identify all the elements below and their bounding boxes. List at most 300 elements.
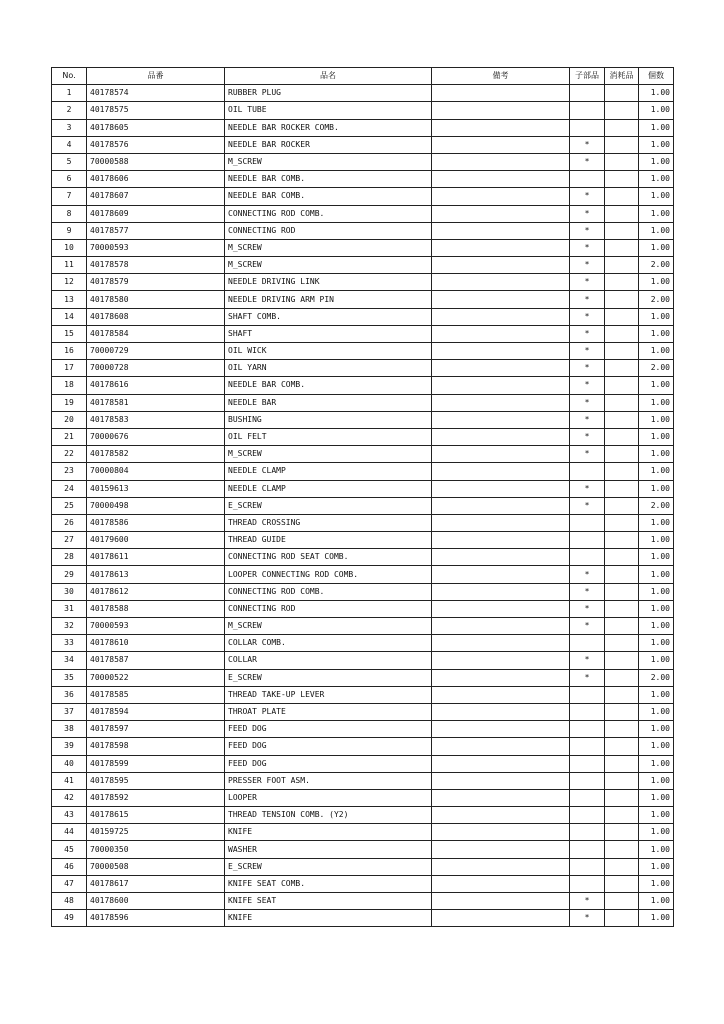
cell-sub-part: *: [570, 497, 605, 514]
cell-no: 38: [52, 721, 87, 738]
table-row: [52, 85, 674, 102]
cell-part-number: 70000729: [87, 343, 225, 360]
cell-remarks: [432, 497, 570, 514]
cell-no: 49: [52, 910, 87, 927]
cell-consumable: [605, 343, 639, 360]
cell-remarks: [432, 394, 570, 411]
cell-no: 39: [52, 738, 87, 755]
parts-table: [51, 67, 674, 927]
table-row: [52, 205, 674, 222]
cell-part-name: WASHER: [225, 841, 432, 858]
table-row: [52, 738, 674, 755]
cell-sub-part: *: [570, 308, 605, 325]
table-row: [52, 325, 674, 342]
cell-part-number: 40178612: [87, 583, 225, 600]
cell-remarks: [432, 291, 570, 308]
cell-no: 12: [52, 274, 87, 291]
cell-quantity: 1.00: [639, 549, 674, 566]
cell-sub-part: [570, 841, 605, 858]
cell-remarks: [432, 446, 570, 463]
cell-part-number: 70000728: [87, 360, 225, 377]
cell-sub-part: *: [570, 343, 605, 360]
cell-part-number: 40178611: [87, 549, 225, 566]
cell-part-number: 70000498: [87, 497, 225, 514]
cell-part-number: 40178585: [87, 686, 225, 703]
header-consumable: 消耗品: [605, 68, 639, 85]
cell-part-number: 40178596: [87, 910, 225, 927]
cell-sub-part: [570, 686, 605, 703]
cell-quantity: 1.00: [639, 824, 674, 841]
cell-consumable: [605, 755, 639, 772]
cell-quantity: 1.00: [639, 841, 674, 858]
cell-quantity: 1.00: [639, 532, 674, 549]
cell-part-name: SHAFT: [225, 325, 432, 342]
cell-consumable: [605, 772, 639, 789]
cell-part-number: 40159725: [87, 824, 225, 841]
cell-remarks: [432, 411, 570, 428]
cell-no: 48: [52, 893, 87, 910]
table-row: [52, 669, 674, 686]
cell-part-number: 70000593: [87, 239, 225, 256]
cell-remarks: [432, 703, 570, 720]
cell-no: 8: [52, 205, 87, 222]
cell-remarks: [432, 566, 570, 583]
table-row: [52, 497, 674, 514]
cell-consumable: [605, 136, 639, 153]
cell-part-number: 40178592: [87, 789, 225, 806]
cell-part-number: 70000508: [87, 858, 225, 875]
cell-quantity: 1.00: [639, 618, 674, 635]
cell-part-name: NEEDLE BAR: [225, 394, 432, 411]
header-remarks: 備考: [432, 68, 570, 85]
cell-part-name: THROAT PLATE: [225, 703, 432, 720]
cell-quantity: 1.00: [639, 686, 674, 703]
cell-sub-part: [570, 738, 605, 755]
cell-part-number: 40178576: [87, 136, 225, 153]
cell-sub-part: *: [570, 394, 605, 411]
cell-part-number: 40178616: [87, 377, 225, 394]
cell-part-number: 40178597: [87, 721, 225, 738]
cell-remarks: [432, 360, 570, 377]
table-row: [52, 222, 674, 239]
cell-sub-part: *: [570, 360, 605, 377]
table-row: [52, 858, 674, 875]
cell-consumable: [605, 153, 639, 170]
table-row: [52, 480, 674, 497]
cell-part-name: THREAD TENSION COMB. (Y2): [225, 807, 432, 824]
cell-part-name: THREAD GUIDE: [225, 532, 432, 549]
cell-part-number: 70000593: [87, 618, 225, 635]
cell-consumable: [605, 686, 639, 703]
table-row: [52, 532, 674, 549]
cell-quantity: 2.00: [639, 360, 674, 377]
table-row: [52, 824, 674, 841]
cell-no: 24: [52, 480, 87, 497]
cell-quantity: 1.00: [639, 428, 674, 445]
cell-part-number: 40178607: [87, 188, 225, 205]
cell-quantity: 1.00: [639, 411, 674, 428]
cell-quantity: 1.00: [639, 789, 674, 806]
cell-part-number: 40178581: [87, 394, 225, 411]
cell-part-name: CONNECTING ROD COMB.: [225, 583, 432, 600]
cell-sub-part: *: [570, 239, 605, 256]
cell-part-name: NEEDLE DRIVING LINK: [225, 274, 432, 291]
cell-quantity: 1.00: [639, 738, 674, 755]
cell-sub-part: [570, 875, 605, 892]
cell-part-number: 70000676: [87, 428, 225, 445]
table-row: [52, 910, 674, 927]
cell-part-name: M_SCREW: [225, 618, 432, 635]
cell-part-number: 40178588: [87, 600, 225, 617]
cell-quantity: 2.00: [639, 291, 674, 308]
cell-part-number: 40178587: [87, 652, 225, 669]
cell-remarks: [432, 600, 570, 617]
cell-consumable: [605, 910, 639, 927]
cell-part-name: M_SCREW: [225, 257, 432, 274]
cell-consumable: [605, 102, 639, 119]
cell-sub-part: *: [570, 652, 605, 669]
cell-part-name: CONNECTING ROD: [225, 600, 432, 617]
cell-consumable: [605, 85, 639, 102]
table-row: [52, 703, 674, 720]
cell-quantity: 1.00: [639, 807, 674, 824]
cell-part-name: THREAD TAKE-UP LEVER: [225, 686, 432, 703]
cell-part-name: PRESSER FOOT ASM.: [225, 772, 432, 789]
cell-consumable: [605, 532, 639, 549]
cell-consumable: [605, 807, 639, 824]
cell-consumable: [605, 411, 639, 428]
cell-consumable: [605, 549, 639, 566]
cell-remarks: [432, 618, 570, 635]
cell-quantity: 1.00: [639, 85, 674, 102]
cell-part-number: 40178609: [87, 205, 225, 222]
cell-no: 34: [52, 652, 87, 669]
table-row: [52, 411, 674, 428]
cell-part-name: COLLAR: [225, 652, 432, 669]
cell-sub-part: *: [570, 222, 605, 239]
cell-sub-part: *: [570, 446, 605, 463]
cell-no: 6: [52, 171, 87, 188]
cell-no: 15: [52, 325, 87, 342]
cell-remarks: [432, 136, 570, 153]
cell-sub-part: [570, 85, 605, 102]
cell-remarks: [432, 875, 570, 892]
cell-no: 7: [52, 188, 87, 205]
cell-no: 29: [52, 566, 87, 583]
table-row: [52, 652, 674, 669]
cell-no: 33: [52, 635, 87, 652]
table-row: [52, 618, 674, 635]
cell-consumable: [605, 446, 639, 463]
cell-part-number: 40178594: [87, 703, 225, 720]
cell-no: 1: [52, 85, 87, 102]
header-sub-part: 子部品: [570, 68, 605, 85]
cell-quantity: 1.00: [639, 480, 674, 497]
cell-quantity: 1.00: [639, 274, 674, 291]
cell-part-number: 40178599: [87, 755, 225, 772]
cell-no: 3: [52, 119, 87, 136]
cell-quantity: 1.00: [639, 635, 674, 652]
cell-no: 20: [52, 411, 87, 428]
table-header-row: [52, 68, 674, 85]
cell-sub-part: [570, 772, 605, 789]
table-row: [52, 755, 674, 772]
cell-remarks: [432, 257, 570, 274]
cell-consumable: [605, 738, 639, 755]
cell-remarks: [432, 463, 570, 480]
cell-no: 4: [52, 136, 87, 153]
cell-quantity: 1.00: [639, 446, 674, 463]
cell-quantity: 1.00: [639, 171, 674, 188]
cell-part-number: 40178608: [87, 308, 225, 325]
cell-part-name: CONNECTING ROD: [225, 222, 432, 239]
cell-sub-part: *: [570, 205, 605, 222]
table-row: [52, 257, 674, 274]
cell-no: 42: [52, 789, 87, 806]
cell-no: 45: [52, 841, 87, 858]
cell-quantity: 1.00: [639, 119, 674, 136]
cell-sub-part: [570, 463, 605, 480]
cell-sub-part: *: [570, 325, 605, 342]
cell-remarks: [432, 652, 570, 669]
table-row: [52, 102, 674, 119]
table-row: [52, 807, 674, 824]
cell-quantity: 2.00: [639, 669, 674, 686]
cell-part-name: SHAFT COMB.: [225, 308, 432, 325]
cell-remarks: [432, 119, 570, 136]
cell-remarks: [432, 824, 570, 841]
cell-remarks: [432, 532, 570, 549]
table-row: [52, 514, 674, 531]
cell-consumable: [605, 188, 639, 205]
cell-consumable: [605, 824, 639, 841]
cell-quantity: 1.00: [639, 566, 674, 583]
table-row: [52, 239, 674, 256]
cell-remarks: [432, 325, 570, 342]
cell-no: 18: [52, 377, 87, 394]
cell-no: 17: [52, 360, 87, 377]
cell-no: 22: [52, 446, 87, 463]
table-row: [52, 274, 674, 291]
cell-quantity: 1.00: [639, 463, 674, 480]
table-row: [52, 566, 674, 583]
cell-remarks: [432, 841, 570, 858]
cell-quantity: 1.00: [639, 102, 674, 119]
cell-no: 28: [52, 549, 87, 566]
table-row: [52, 171, 674, 188]
table-row: [52, 583, 674, 600]
cell-part-number: 40178600: [87, 893, 225, 910]
cell-no: 19: [52, 394, 87, 411]
table-row: [52, 188, 674, 205]
cell-sub-part: [570, 514, 605, 531]
cell-quantity: 1.00: [639, 308, 674, 325]
cell-part-name: NEEDLE CLAMP: [225, 480, 432, 497]
cell-part-name: M_SCREW: [225, 239, 432, 256]
cell-sub-part: [570, 703, 605, 720]
cell-quantity: 2.00: [639, 497, 674, 514]
cell-consumable: [605, 703, 639, 720]
cell-remarks: [432, 102, 570, 119]
cell-remarks: [432, 171, 570, 188]
cell-remarks: [432, 308, 570, 325]
cell-remarks: [432, 153, 570, 170]
cell-no: 16: [52, 343, 87, 360]
cell-consumable: [605, 394, 639, 411]
cell-sub-part: *: [570, 136, 605, 153]
table-row: [52, 721, 674, 738]
cell-consumable: [605, 325, 639, 342]
cell-remarks: [432, 205, 570, 222]
cell-part-number: 40178598: [87, 738, 225, 755]
cell-quantity: 1.00: [639, 875, 674, 892]
cell-part-name: THREAD CROSSING: [225, 514, 432, 531]
table-row: [52, 600, 674, 617]
cell-no: 23: [52, 463, 87, 480]
header-part-name: 品名: [225, 68, 432, 85]
cell-part-number: 40178577: [87, 222, 225, 239]
cell-sub-part: [570, 635, 605, 652]
cell-consumable: [605, 480, 639, 497]
cell-part-name: NEEDLE BAR ROCKER: [225, 136, 432, 153]
cell-part-name: OIL TUBE: [225, 102, 432, 119]
table-row: [52, 772, 674, 789]
cell-quantity: 1.00: [639, 205, 674, 222]
table-row: [52, 119, 674, 136]
cell-part-name: NEEDLE BAR COMB.: [225, 377, 432, 394]
cell-sub-part: *: [570, 910, 605, 927]
cell-part-number: 70000350: [87, 841, 225, 858]
cell-part-number: 40178595: [87, 772, 225, 789]
cell-quantity: 1.00: [639, 703, 674, 720]
cell-sub-part: [570, 102, 605, 119]
cell-no: 5: [52, 153, 87, 170]
cell-consumable: [605, 308, 639, 325]
cell-no: 41: [52, 772, 87, 789]
cell-part-number: 40178583: [87, 411, 225, 428]
table-row: [52, 377, 674, 394]
cell-no: 26: [52, 514, 87, 531]
cell-sub-part: *: [570, 257, 605, 274]
cell-no: 35: [52, 669, 87, 686]
cell-sub-part: [570, 119, 605, 136]
cell-remarks: [432, 549, 570, 566]
cell-sub-part: *: [570, 583, 605, 600]
cell-part-name: NEEDLE BAR COMB.: [225, 188, 432, 205]
cell-remarks: [432, 858, 570, 875]
cell-sub-part: *: [570, 618, 605, 635]
cell-consumable: [605, 497, 639, 514]
cell-sub-part: *: [570, 377, 605, 394]
cell-part-number: 40178582: [87, 446, 225, 463]
cell-consumable: [605, 618, 639, 635]
cell-sub-part: [570, 171, 605, 188]
table-row: [52, 789, 674, 806]
cell-consumable: [605, 291, 639, 308]
cell-no: 43: [52, 807, 87, 824]
cell-consumable: [605, 514, 639, 531]
cell-quantity: 1.00: [639, 394, 674, 411]
cell-remarks: [432, 893, 570, 910]
cell-quantity: 1.00: [639, 514, 674, 531]
cell-quantity: 1.00: [639, 755, 674, 772]
cell-part-number: 40178606: [87, 171, 225, 188]
cell-part-name: NEEDLE BAR ROCKER COMB.: [225, 119, 432, 136]
cell-part-name: KNIFE: [225, 910, 432, 927]
cell-quantity: 1.00: [639, 325, 674, 342]
cell-quantity: 1.00: [639, 910, 674, 927]
cell-no: 21: [52, 428, 87, 445]
cell-quantity: 2.00: [639, 257, 674, 274]
cell-consumable: [605, 721, 639, 738]
cell-remarks: [432, 721, 570, 738]
cell-no: 40: [52, 755, 87, 772]
cell-sub-part: [570, 807, 605, 824]
cell-consumable: [605, 205, 639, 222]
cell-consumable: [605, 875, 639, 892]
cell-remarks: [432, 274, 570, 291]
cell-remarks: [432, 188, 570, 205]
cell-part-name: E_SCREW: [225, 858, 432, 875]
cell-part-name: M_SCREW: [225, 446, 432, 463]
cell-part-number: 40178586: [87, 514, 225, 531]
cell-remarks: [432, 239, 570, 256]
cell-consumable: [605, 239, 639, 256]
cell-consumable: [605, 566, 639, 583]
cell-part-name: FEED DOG: [225, 738, 432, 755]
cell-part-number: 40159613: [87, 480, 225, 497]
cell-consumable: [605, 274, 639, 291]
cell-part-name: NEEDLE CLAMP: [225, 463, 432, 480]
cell-part-name: OIL WICK: [225, 343, 432, 360]
cell-consumable: [605, 428, 639, 445]
cell-sub-part: *: [570, 153, 605, 170]
cell-no: 37: [52, 703, 87, 720]
cell-part-number: 40178610: [87, 635, 225, 652]
cell-part-number: 70000804: [87, 463, 225, 480]
cell-part-name: LOOPER: [225, 789, 432, 806]
cell-part-name: OIL FELT: [225, 428, 432, 445]
cell-part-name: KNIFE: [225, 824, 432, 841]
cell-no: 47: [52, 875, 87, 892]
header-part-number: 品番: [87, 68, 225, 85]
cell-quantity: 1.00: [639, 652, 674, 669]
cell-consumable: [605, 360, 639, 377]
cell-remarks: [432, 772, 570, 789]
cell-remarks: [432, 480, 570, 497]
cell-part-name: E_SCREW: [225, 497, 432, 514]
cell-remarks: [432, 428, 570, 445]
cell-no: 14: [52, 308, 87, 325]
cell-quantity: 1.00: [639, 153, 674, 170]
cell-sub-part: *: [570, 566, 605, 583]
cell-quantity: 1.00: [639, 222, 674, 239]
cell-sub-part: [570, 549, 605, 566]
cell-no: 46: [52, 858, 87, 875]
cell-sub-part: [570, 755, 605, 772]
cell-consumable: [605, 652, 639, 669]
cell-remarks: [432, 377, 570, 394]
cell-sub-part: *: [570, 411, 605, 428]
cell-part-number: 40178579: [87, 274, 225, 291]
cell-quantity: 1.00: [639, 893, 674, 910]
cell-part-number: 70000588: [87, 153, 225, 170]
cell-remarks: [432, 514, 570, 531]
cell-remarks: [432, 789, 570, 806]
table-row: [52, 394, 674, 411]
cell-part-number: 40178605: [87, 119, 225, 136]
cell-remarks: [432, 807, 570, 824]
